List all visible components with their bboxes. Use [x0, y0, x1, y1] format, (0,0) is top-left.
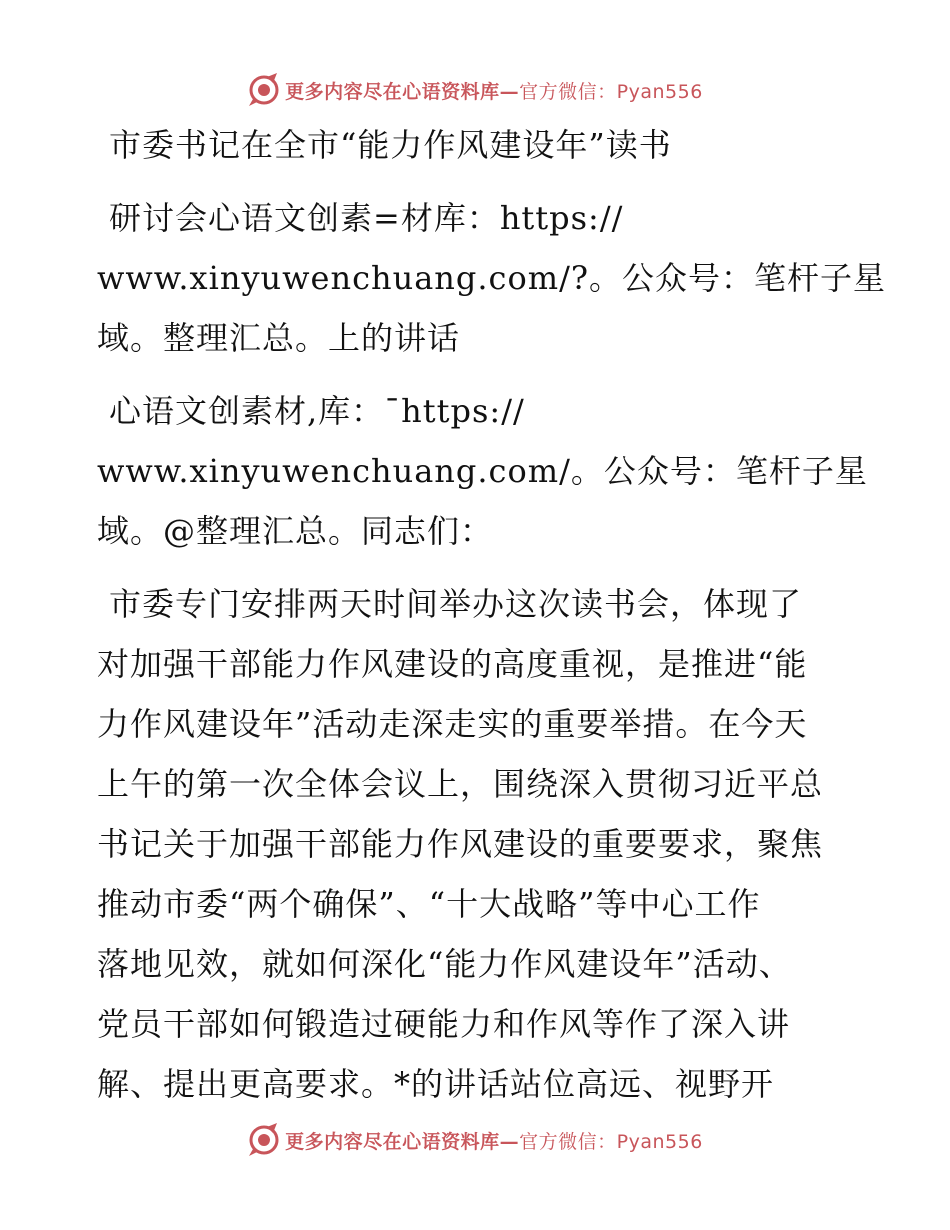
watermark-text	[285, 1127, 703, 1154]
text-line: www.xinyuwenchuang.com/。公众号：笔杆子星	[97, 452, 868, 490]
title-line: 市委书记在全市“能力作风建设年”读书	[109, 126, 672, 164]
text-line: 域。整理汇总。上的讲话	[97, 319, 461, 357]
footer-watermark	[0, 1120, 950, 1160]
body-line: 市委专门安排两天时间举办这次读书会，体现了	[109, 585, 803, 623]
watermark-wechat: 官方微信：Pyan556	[519, 1130, 703, 1153]
body-line: 推动市委“两个确保”、“十大战略”等中心工作	[97, 885, 761, 923]
header-watermark	[0, 70, 950, 110]
body-line: 上午的第一次全体会议上，围绕深入贯彻习近平总	[97, 765, 824, 803]
watermark-label: 更多内容尽在心语资料库	[285, 1130, 500, 1153]
pen-seal-logo-icon	[247, 73, 281, 107]
body-line: 对加强干部能力作风建设的高度重视，是推进“能	[97, 645, 808, 683]
body-line: 党员干部如何锻造过硬能力和作风等作了深入讲	[97, 1005, 791, 1043]
watermark-dash: —	[499, 1130, 520, 1153]
body-line: 力作风建设年”活动走深走实的重要举措。在今天	[97, 705, 808, 743]
watermark-label: 更多内容尽在心语资料库	[285, 80, 500, 103]
text-line: www.xinyuwenchuang.com/?。公众号：笔杆子星	[97, 259, 887, 297]
watermark-wechat: 官方微信：Pyan556	[519, 80, 703, 103]
pen-seal-logo-icon	[247, 1123, 281, 1157]
body-line: 落地见效，就如何深化“能力作风建设年”活动、	[97, 945, 792, 983]
watermark-dash: —	[499, 80, 520, 103]
text-line: 域。@整理汇总。同志们：	[97, 512, 494, 550]
document-body	[97, 115, 887, 1114]
text-line: 研讨会心语文创素=材库：https://	[109, 199, 624, 237]
body-line: 解、提出更高要求。*的讲话站位高远、视野开	[97, 1065, 775, 1103]
watermark-text	[285, 77, 703, 104]
body-line: 书记关于加强干部能力作风建设的重要要求，聚焦	[97, 825, 824, 863]
text-line: 心语文创素材,库：¯https://	[109, 392, 525, 430]
